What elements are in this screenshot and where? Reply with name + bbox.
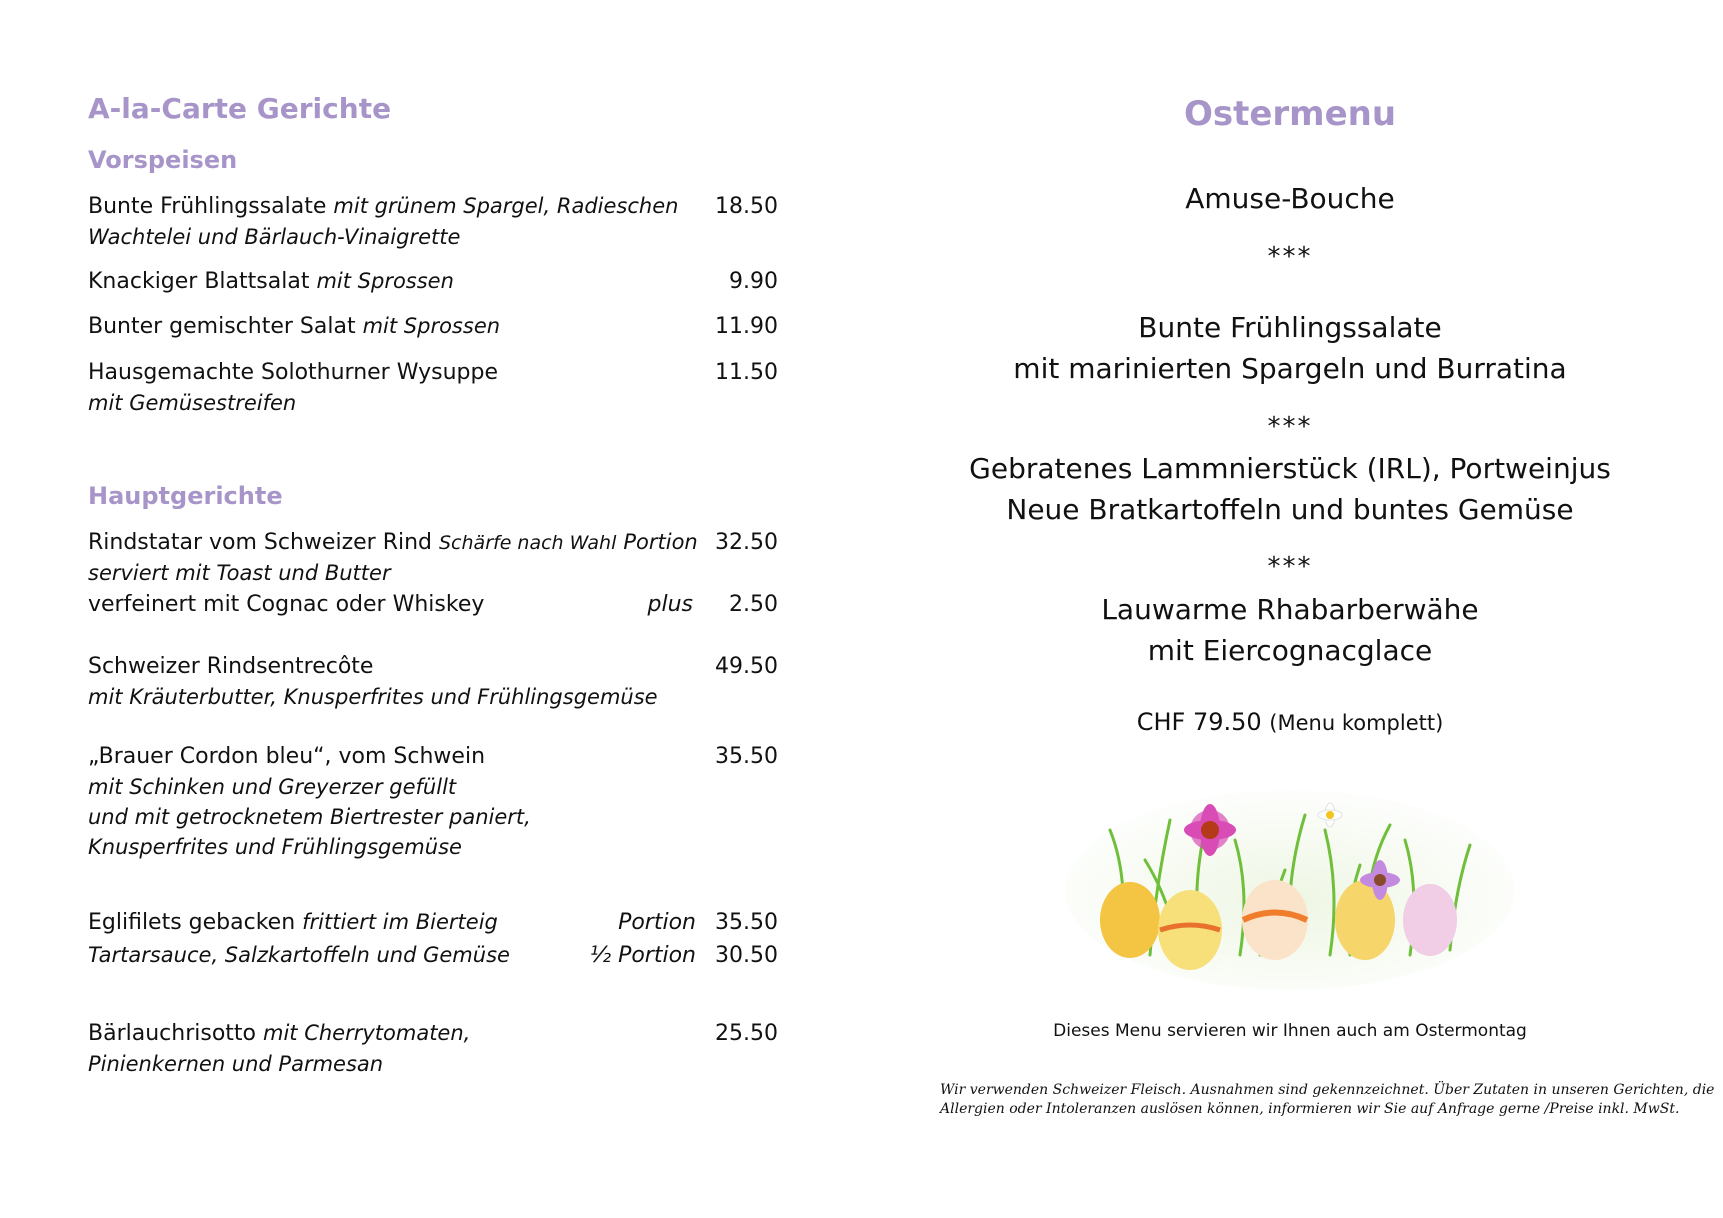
half-portion-label: ½ Portion <box>589 943 696 968</box>
course-separator: *** <box>1267 552 1313 582</box>
dish-desc: mit grünem Spargel, Radieschen <box>333 194 679 218</box>
dish-desc-line2: serviert mit Toast und Butter <box>88 561 391 585</box>
price: 11.50 <box>715 360 778 385</box>
ostermontag-note: Dieses Menu servieren wir Ihnen auch am Ostermontag <box>1053 1021 1527 1041</box>
plus-label: plus <box>647 592 693 617</box>
easter-eggs-flowers-image <box>1060 770 1520 990</box>
price: 35.50 <box>715 744 778 769</box>
dish-name: Bunter gemischter Salat <box>88 314 356 339</box>
menu-price-value: CHF 79.50 <box>1136 708 1262 736</box>
menu-price <box>940 708 1640 736</box>
dish-desc: frittiert im Bierteig <box>302 910 498 934</box>
menu-item-rindstatar <box>88 530 698 555</box>
dish-note: Schärfe nach Wahl <box>439 532 617 554</box>
price: 9.90 <box>729 269 778 294</box>
dish-desc-line2: Tartarsauce, Salzkartoffeln und Gemüse <box>88 943 510 967</box>
portion-label: Portion <box>618 910 696 935</box>
dish-desc: mit Sprossen <box>316 269 454 293</box>
portion-label: Portion <box>623 530 698 554</box>
dish-name: Knackiger Blattsalat <box>88 269 310 294</box>
hauptgerichte-heading: Hauptgerichte <box>88 482 283 510</box>
course-dessert-line1: Lauwarme Rhabarberwähe <box>1101 593 1479 626</box>
price: 32.50 <box>715 530 778 555</box>
menu-item-blattsalat <box>88 269 454 294</box>
legal-note-line2: Allergien oder Intoleranzen auslösen können, informieren wir Sie auf Anfrage gerne /Preise inkl. MwSt. <box>940 1101 1680 1117</box>
menu-price-note: (Menu komplett) <box>1269 711 1444 735</box>
menu-item-cordon-bleu: „Brauer Cordon bleu“, vom Schwein <box>88 744 486 769</box>
dish-desc: mit Cherrytomaten, <box>263 1021 471 1045</box>
course-main-line1: Gebratenes Lammnierstück (IRL), Portweinjus <box>969 452 1611 485</box>
dish-name: Eglifilets gebacken <box>88 910 296 935</box>
dish-name: Hausgemachte Solothurner Wysuppe <box>88 360 498 385</box>
a-la-carte-title: A-la-Carte Gerichte <box>88 92 392 125</box>
dish-desc-line2: mit Schinken und Greyerzer gefüllt <box>88 775 457 799</box>
dish-desc-line2: Wachtelei und Bärlauch-Vinaigrette <box>88 225 461 249</box>
course-separator: *** <box>1267 242 1313 272</box>
menu-item-wysuppe <box>88 360 498 385</box>
course-separator: *** <box>1267 412 1313 442</box>
course-salad-line2: mit marinierten Spargeln und Burratina <box>1013 352 1567 385</box>
ostermenu-title: Ostermenu <box>1183 94 1397 134</box>
dish-desc-line3: und mit getrocknetem Biertrester paniert, <box>88 805 531 829</box>
dish-desc-line2: mit Gemüsestreifen <box>88 391 297 415</box>
legal-note-line1: Wir verwenden Schweizer Fleisch. Ausnahmen sind gekennzeichnet. Über Zutaten in unseren Gerichten, die <box>940 1082 1715 1098</box>
course-salad-line1: Bunte Frühlingssalate <box>1138 311 1442 344</box>
menu-item-fruehlingssalate <box>88 194 678 219</box>
dish-name: Bärlauchrisotto <box>88 1021 256 1046</box>
menu-item-eglifilets <box>88 910 498 935</box>
menu-item-risotto <box>88 1021 470 1046</box>
dish-extra: verfeinert mit Cognac oder Whiskey <box>88 592 485 617</box>
menu-item-gemischter-salat <box>88 314 500 339</box>
menu-item-entrecote: Schweizer Rindsentrecôte <box>88 654 374 679</box>
price: 35.50 <box>715 910 778 935</box>
course-amuse-bouche: Amuse-Bouche <box>1185 182 1395 215</box>
extra-price: 2.50 <box>729 592 778 617</box>
price: 49.50 <box>715 654 778 679</box>
vorspeisen-heading: Vorspeisen <box>88 146 238 174</box>
course-main-line2: Neue Bratkartoffeln und buntes Gemüse <box>1006 493 1574 526</box>
price: 18.50 <box>715 194 778 219</box>
dish-desc-line2: mit Kräuterbutter, Knusperfrites und Frühlingsgemüse <box>88 685 658 709</box>
half-price: 30.50 <box>715 943 778 968</box>
dish-desc: mit Sprossen <box>362 314 501 338</box>
dish-name: Rindstatar vom Schweizer Rind <box>88 530 432 555</box>
price: 25.50 <box>715 1021 778 1046</box>
dish-name: Bunte Frühlingssalate <box>88 194 327 219</box>
dish-desc-line2: Pinienkernen und Parmesan <box>88 1052 384 1076</box>
price: 11.90 <box>715 314 778 339</box>
dish-desc-line4: Knusperfrites und Frühlingsgemüse <box>88 835 462 859</box>
course-dessert-line2: mit Eiercognacglace <box>1147 634 1433 667</box>
